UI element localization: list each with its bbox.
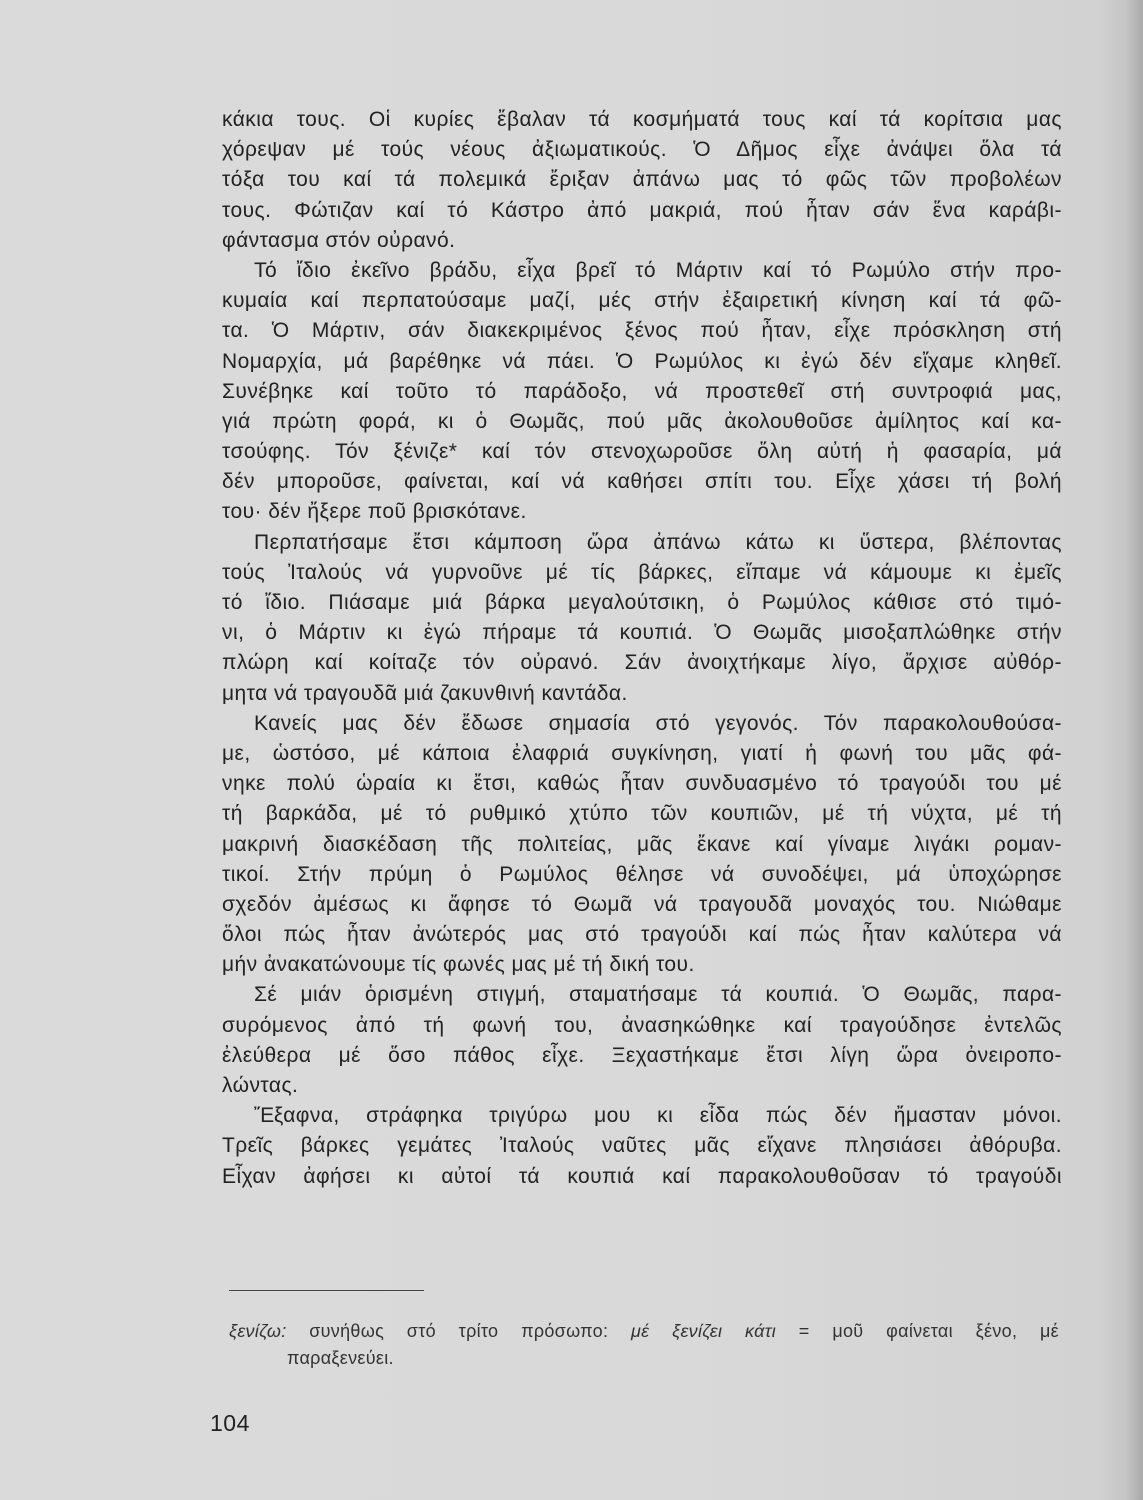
text-line: ὅλοι πώς ἦταν ἀνώτερός μας στό τραγούδι καί πώς ἦταν καλύτερα νά (222, 923, 1062, 947)
page-spine-shadow (1125, 0, 1143, 1500)
text-line: κυμαία καί περπατούσαμε μαζί, μές στήν ἐξαιρετική κίνηση καί τά φῶ- (222, 289, 1062, 313)
text-line: με, ὡστόσο, μέ κάποια ἐλαφριά συγκίνηση, γιατί ἡ φωνή του μᾶς φά- (222, 741, 1062, 765)
text-line: Νομαρχία, μά βαρέθηκε νά πάει. Ὁ Ρωμύλος κι ἐγώ δέν εἴχαμε κληθεῖ. (222, 349, 1062, 373)
text-line: Σέ μιάν ὁρισμένη στιγμή, σταματήσαμε τά κουπιά. Ὁ Θωμᾶς, παρα- (254, 983, 1062, 1007)
text-line: τους. Φώτιζαν καί τό Κάστρο ἀπό μακριά, πού ἦταν σάν ἕνα καράβι- (222, 198, 1062, 222)
text-line: ἐλεύθερα μέ ὅσο πάθος εἶχε. Ξεχαστήκαμε ἔτσι λίγη ὥρα ὀνειροπο- (222, 1043, 1062, 1067)
text-line: σχεδόν ἀμέσως κι ἄφησε τό Θωμᾶ νά τραγουδᾶ μοναχός του. Νιώθαμε (222, 892, 1062, 916)
text-line: τόξα του καί τά πολεμικά ἔριξαν ἀπάνω μας τό φῶς τῶν προβολέων (222, 168, 1062, 192)
text-line: τό ἴδιο. Πιάσαμε μιά βάρκα μεγαλούτσικη, ὁ Ρωμύλος κάθισε στό τιμό- (222, 591, 1062, 614)
text-line: τούς Ἰταλούς νά γυρνοῦνε μέ τίς βάρκες, εἴπαμε νά κάμουμε κι ἐμεῖς (222, 560, 1062, 584)
text-line: κάκια τους. Οἱ κυρίες ἔβαλαν τά κοσμήματά τους καί τά κορίτσια μας (222, 108, 1062, 131)
page-number: 104 (210, 1410, 250, 1436)
text-line: Ἔξαφνα, στράφηκα τριγύρω μου κι εἶδα πώς δέν ἤμασταν μόνοι. (254, 1104, 1062, 1128)
footnote-line-2: παραξενεύει. (287, 1348, 394, 1368)
text-line: πλώρη καί κοίταζε τόν οὐρανό. Σάν ἀνοιχτήκαμε λίγο, ἄρχισε αὐθόρ- (222, 651, 1062, 675)
text-line: του· δέν ἤξερε ποῦ βρισκότανε. (222, 500, 527, 524)
text-line: μακρινή διασκέδαση τῆς πολιτείας, μᾶς ἔκανε καί γίναμε λιγάκι ρομαν- (222, 832, 1062, 856)
text-line: γιά πρώτη φορά, κι ὁ Θωμᾶς, πού μᾶς ἀκολουθοῦσε ἀμίλητος καί κα- (222, 409, 1062, 433)
footnote-text-a: συνήθως στό τρίτο πρόσωπο: (286, 1321, 631, 1341)
footnote-text-b: = μοῦ φαίνεται ξένο, μέ (776, 1321, 1060, 1341)
text-line: νι, ὁ Μάρτιν κι ἐγώ πήραμε τά κουπιά. Ὁ Θωμᾶς μισοξαπλώθηκε στήν (222, 621, 1062, 645)
text-line: μητα νά τραγουδᾶ μιά ζακυνθινή καντάδα. (222, 681, 628, 705)
footnote (229, 1318, 1059, 1372)
text-line: Συνέβηκε καί τοῦτο τό παράδοξο, νά προστεθεῖ στή συντροφιά μας, (222, 379, 1062, 403)
text-line: Τό ἴδιο ἐκεῖνο βράδυ, εἶχα βρεῖ τό Μάρτιν καί τό Ρωμύλο στήν προ- (254, 258, 1062, 282)
text-line: Περπατήσαμε ἔτσι κάμποση ὥρα ἀπάνω κάτω κι ὕστερα, βλέποντας (254, 530, 1062, 554)
text-line: φάντασμα στόν οὐρανό. (222, 228, 456, 252)
text-line: Τρεῖς βάρκες γεμάτες Ἰταλούς ναῦτες μᾶς εἴχανε πλησιάσει ἀθόρυβα. (222, 1134, 1062, 1158)
text-line: χόρεψαν μέ τούς νέους ἀξιωματικούς. Ὁ Δῆμος εἶχε ἀνάψει ὅλα τά (222, 138, 1062, 162)
text-line: μήν ἀνακατώνουμε τίς φωνές μας μέ τή δική του. (222, 953, 695, 977)
text-line: λώντας. (222, 1074, 299, 1097)
text-line: τικοί. Στήν πρύμη ὁ Ρωμύλος θέλησε νά συνοδέψει, μά ὑποχώρησε (222, 862, 1062, 886)
text-line: συρόμενος ἀπό τή φωνή του, ἀνασηκώθηκε καί τραγούδησε ἐντελῶς (222, 1013, 1062, 1037)
text-line: Εἶχαν ἀφήσει κι αὐτοί τά κουπιά καί παρακολουθοῦσαν τό τραγούδι (222, 1164, 1062, 1188)
body-text (222, 105, 1062, 1192)
text-line: Κανείς μας δέν ἔδωσε σημασία στό γεγονός. Τόν παρακολουθούσα- (254, 711, 1062, 735)
footnote-example: μέ ξενίζει κάτι (631, 1321, 777, 1341)
text-line: νηκε πολύ ὡραία κι ἔτσι, καθώς ἦταν συνδυασμένο τό τραγούδι του μέ (222, 772, 1062, 796)
footnote-rule (229, 1290, 424, 1291)
text-line: τή βαρκάδα, μέ τό ρυθμικό χτύπο τῶν κουπιῶν, μέ τή νύχτα, μέ τή (222, 802, 1062, 826)
text-line: δέν μποροῦσε, φαίνεται, καί νά καθήσει σπίτι του. Εἶχε χάσει τή βολή (222, 470, 1062, 494)
text-line: τα. Ὁ Μάρτιν, σάν διακεκριμένος ξένος πού ἦταν, εἶχε πρόσκληση στή (222, 319, 1062, 343)
footnote-line-1 (229, 1318, 1059, 1345)
footnote-term: ξενίζω: (229, 1321, 287, 1341)
text-line: τσούφης. Τόν ξένιζε* καί τόν στενοχωροῦσε ὅλη αὐτή ἡ φασαρία, μά (222, 440, 1062, 464)
